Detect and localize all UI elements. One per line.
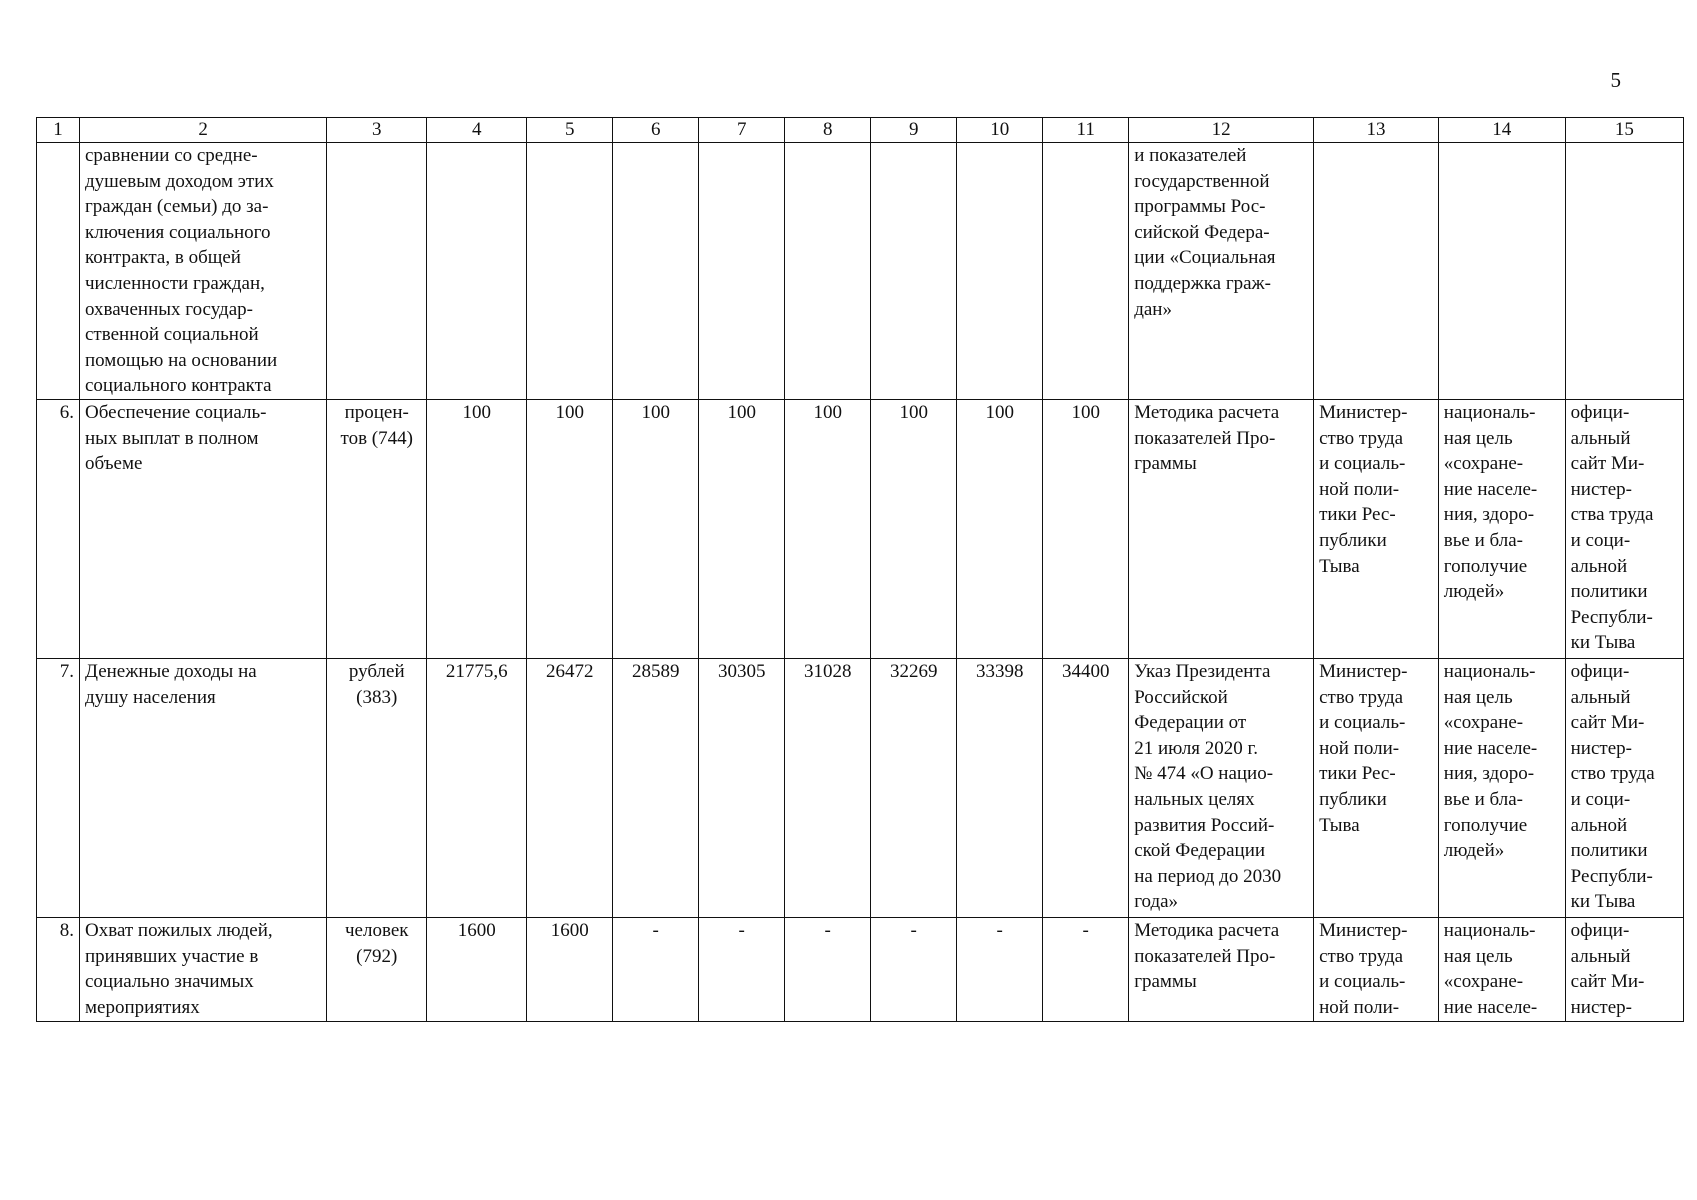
value-cell: 100: [527, 399, 613, 658]
source-cell: Указ Президента Российской Федерации от 21 июля 2020 г. № 474 «О нацио- нальных целях развития Россий- ской Федерации на период до 2030 года»: [1129, 658, 1314, 917]
row-index: 8.: [37, 917, 80, 1021]
header-cell: 14: [1438, 118, 1565, 143]
responsible-cell: Министер- ство труда и социаль- ной поли- тики Рес- публики Тыва: [1314, 658, 1439, 917]
header-cell: 15: [1565, 118, 1683, 143]
value-cell: 32269: [871, 658, 957, 917]
header-cell: 2: [80, 118, 327, 143]
unit-cell: рублей (383): [327, 658, 427, 917]
header-cell: 4: [427, 118, 527, 143]
publication-cell: [1565, 143, 1683, 400]
value-cell: 100: [871, 399, 957, 658]
value-cell: 100: [785, 399, 871, 658]
row-index: 6.: [37, 399, 80, 658]
publication-cell: офици- альный сайт Ми- нистер- ства труда и соци- альной политики Республи- ки Тыва: [1565, 399, 1683, 658]
header-cell: 11: [1043, 118, 1129, 143]
header-cell: 1: [37, 118, 80, 143]
value-cell: 1600: [527, 917, 613, 1021]
value-cell: [527, 143, 613, 400]
responsible-cell: Министер- ство труда и социаль- ной поли- тики Рес- публики Тыва: [1314, 399, 1439, 658]
value-cell: 31028: [785, 658, 871, 917]
table-row: [37, 658, 1684, 917]
value-cell: -: [785, 917, 871, 1021]
value-cell: [871, 143, 957, 400]
value-cell: -: [1043, 917, 1129, 1021]
header-cell: 8: [785, 118, 871, 143]
header-row: [37, 118, 1684, 143]
header-cell: 9: [871, 118, 957, 143]
publication-cell: офици- альный сайт Ми- нистер-: [1565, 917, 1683, 1021]
table-row: [37, 917, 1684, 1021]
header-cell: 13: [1314, 118, 1439, 143]
source-cell: и показателей государственной программы Рос- сийской Федера- ции «Социальная поддержка граж- дан»: [1129, 143, 1314, 400]
value-cell: 33398: [957, 658, 1043, 917]
header-cell: 10: [957, 118, 1043, 143]
value-cell: -: [699, 917, 785, 1021]
value-cell: 100: [957, 399, 1043, 658]
header-cell: 3: [327, 118, 427, 143]
value-cell: -: [871, 917, 957, 1021]
header-cell: 7: [699, 118, 785, 143]
responsible-cell: [1314, 143, 1439, 400]
indicator-name: Денежные доходы на душу населения: [80, 658, 327, 917]
value-cell: 30305: [699, 658, 785, 917]
header-cell: 5: [527, 118, 613, 143]
value-cell: 100: [699, 399, 785, 658]
indicators-table: [36, 117, 1684, 1022]
header-cell: 12: [1129, 118, 1314, 143]
page-number: 5: [1610, 68, 1621, 92]
unit-cell: процен- тов (744): [327, 399, 427, 658]
goal-cell: националь- ная цель «сохране- ние населе-: [1438, 917, 1565, 1021]
value-cell: [785, 143, 871, 400]
value-cell: 100: [427, 399, 527, 658]
goal-cell: [1438, 143, 1565, 400]
value-cell: [1043, 143, 1129, 400]
header-cell: 6: [613, 118, 699, 143]
row-index: 7.: [37, 658, 80, 917]
value-cell: 100: [1043, 399, 1129, 658]
value-cell: [699, 143, 785, 400]
source-cell: Методика расчета показателей Про- граммы: [1129, 399, 1314, 658]
indicator-name: Охват пожилых людей, принявших участие в социально значимых мероприятиях: [80, 917, 327, 1021]
publication-cell: офици- альный сайт Ми- нистер- ство труда и соци- альной политики Республи- ки Тыва: [1565, 658, 1683, 917]
row-index: [37, 143, 80, 400]
value-cell: 100: [613, 399, 699, 658]
source-cell: Методика расчета показателей Про- граммы: [1129, 917, 1314, 1021]
unit-cell: человек (792): [327, 917, 427, 1021]
value-cell: 21775,6: [427, 658, 527, 917]
value-cell: [613, 143, 699, 400]
table-row: [37, 399, 1684, 658]
value-cell: -: [613, 917, 699, 1021]
goal-cell: националь- ная цель «сохране- ние населе- ния, здоро- вье и бла- гополучие людей»: [1438, 399, 1565, 658]
value-cell: [427, 143, 527, 400]
value-cell: 28589: [613, 658, 699, 917]
goal-cell: националь- ная цель «сохране- ние населе- ния, здоро- вье и бла- гополучие людей»: [1438, 658, 1565, 917]
value-cell: 26472: [527, 658, 613, 917]
unit-cell: [327, 143, 427, 400]
indicator-name: сравнении со средне- душевым доходом этих граждан (семьи) до за- ключения социального контракта, в общей численности граждан, охваченных государ- ственной социальной помощью на основании социального контракта: [80, 143, 327, 400]
indicator-name: Обеспечение социаль- ных выплат в полном объеме: [80, 399, 327, 658]
value-cell: -: [957, 917, 1043, 1021]
table-row: [37, 143, 1684, 400]
value-cell: [957, 143, 1043, 400]
responsible-cell: Министер- ство труда и социаль- ной поли-: [1314, 917, 1439, 1021]
value-cell: 34400: [1043, 658, 1129, 917]
value-cell: 1600: [427, 917, 527, 1021]
